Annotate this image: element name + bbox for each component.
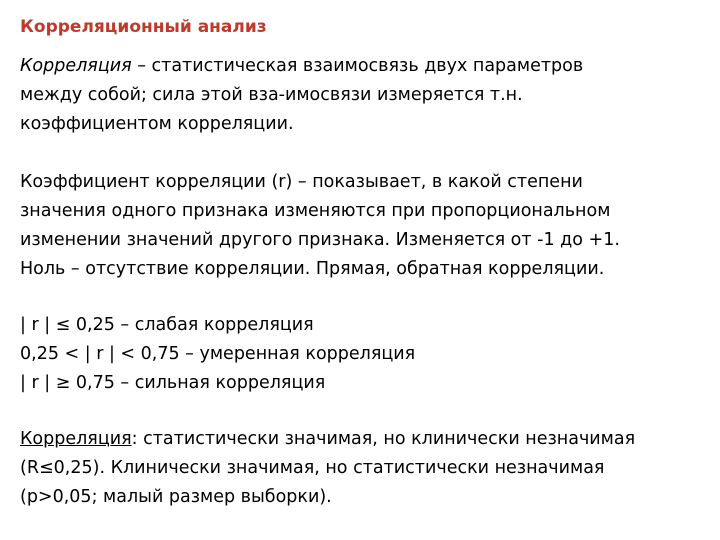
significance-line-2: (R≤0,25). Клинически значимая, но статистически незначимая — [20, 458, 605, 478]
strength-weak: | r | ≤ 0,25 – слабая корреляция — [20, 315, 314, 335]
significance-term: Корреляция — [20, 429, 132, 449]
definition-line-1-rest: – статистическая взаимосвязь двух параметров — [131, 56, 584, 76]
coefficient-line-1: Коэффициент корреляции (r) – показывает, в какой степени — [20, 172, 583, 192]
significance-line-1-rest: : статистически значимая, но клинически незначимая — [131, 429, 636, 449]
definition-paragraph — [20, 52, 710, 139]
definition-line-3: коэффициентом корреляции. — [20, 114, 294, 134]
slide-title: Корреляционный анализ — [20, 17, 267, 37]
strength-scale-list — [20, 311, 710, 398]
definition-line-2: между собой; сила этой вза-имосвязи измеряется т.н. — [20, 85, 523, 105]
strength-strong: | r | ≥ 0,75 – сильная корреляция — [20, 373, 326, 393]
significance-line-1 — [20, 425, 710, 454]
definition-line-1 — [20, 52, 710, 81]
coefficient-paragraph — [20, 168, 710, 284]
significance-line-3: (p>0,05; малый размер выборки). — [20, 487, 332, 507]
strength-moderate: 0,25 < | r | < 0,75 – умеренная корреляция — [20, 344, 416, 364]
coefficient-line-2: значения одного признака изменяются при пропорциональном — [20, 201, 611, 221]
definition-term: Корреляция — [20, 56, 132, 76]
significance-paragraph — [20, 425, 710, 512]
coefficient-line-4: Ноль – отсутствие корреляции. Прямая, обратная корреляции. — [20, 259, 605, 279]
coefficient-line-3: изменении значений другого признака. Изменяется от -1 до +1. — [20, 230, 620, 250]
